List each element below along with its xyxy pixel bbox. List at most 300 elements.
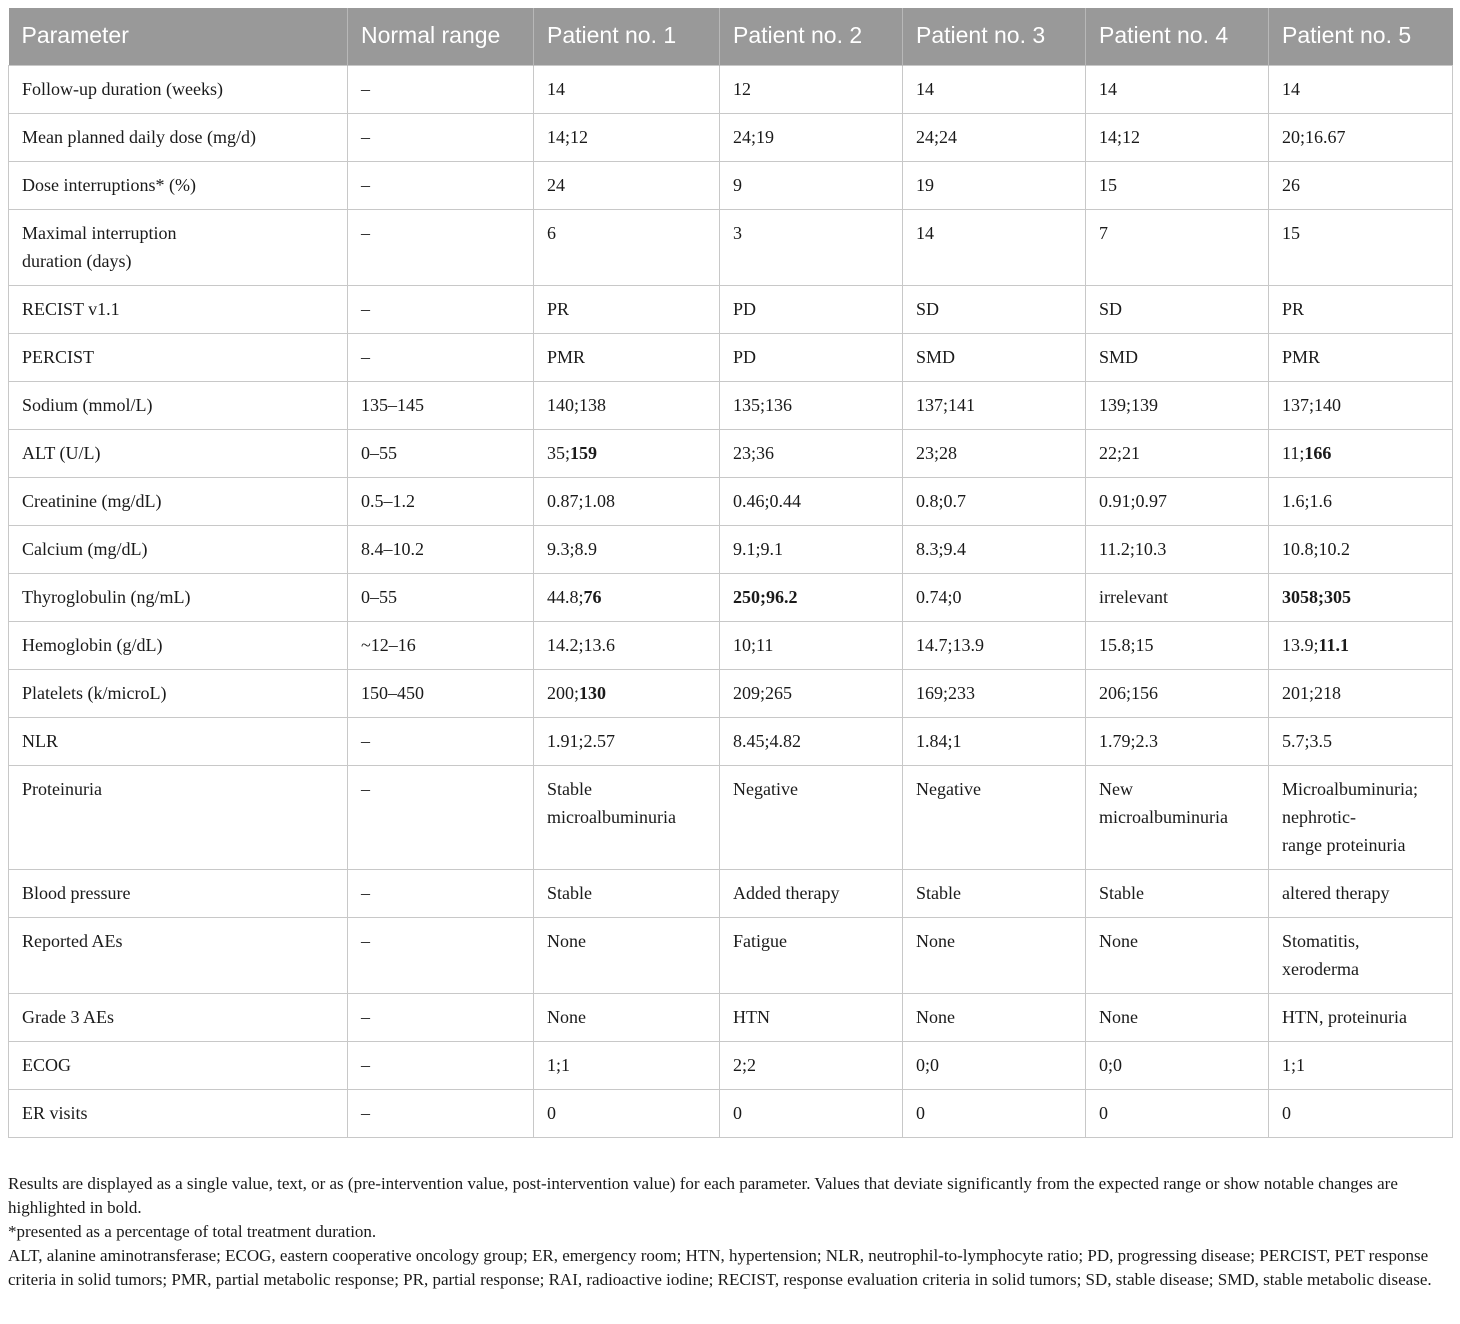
cell-patient-1 [534, 429, 720, 477]
cell-parameter [9, 993, 348, 1041]
cell-patient-4 [1086, 917, 1269, 993]
cell-patient-1 [534, 573, 720, 621]
cell-parameter [9, 381, 348, 429]
cell-text: Stable [1099, 882, 1144, 903]
cell-patient-2 [720, 525, 903, 573]
cell-text: 3 [733, 222, 742, 243]
cell-normal-range [348, 993, 534, 1041]
cell-text: SMD [1099, 346, 1139, 367]
cell-patient-1 [534, 993, 720, 1041]
cell-patient-5 [1269, 1041, 1453, 1089]
cell-patient-2 [720, 161, 903, 209]
cell-text: 0 [1099, 1102, 1108, 1123]
cell-patient-4 [1086, 113, 1269, 161]
cell-text: None [547, 1006, 586, 1027]
cell-parameter [9, 621, 348, 669]
cell-parameter [9, 209, 348, 285]
cell-text: 14 [916, 78, 934, 99]
cell-text: None [1099, 1006, 1138, 1027]
cell-text: 169;233 [916, 682, 976, 703]
patient-results-table [8, 8, 1453, 1138]
cell-patient-2 [720, 765, 903, 869]
table-body [9, 65, 1453, 1137]
cell-patient-4 [1086, 669, 1269, 717]
cell-text: 150–450 [361, 682, 424, 703]
cell-patient-3 [903, 717, 1086, 765]
cell-parameter [9, 429, 348, 477]
cell-patient-3 [903, 113, 1086, 161]
cell-text: NLR [22, 730, 58, 751]
cell-text: 15 [1099, 174, 1117, 195]
cell-text: 1;1 [1282, 1054, 1306, 1075]
cell-text: 24;24 [916, 126, 958, 147]
cell-text: Stable [916, 882, 961, 903]
cell-patient-1 [534, 381, 720, 429]
cell-text: 20;16.67 [1282, 126, 1346, 147]
cell-patient-3 [903, 429, 1086, 477]
cell-patient-1 [534, 113, 720, 161]
table-row [9, 717, 1453, 765]
cell-text: PMR [547, 346, 586, 367]
cell-text: 1.91;2.57 [547, 730, 616, 751]
cell-text: ECOG [22, 1054, 71, 1075]
cell-text: 23;36 [733, 442, 775, 463]
cell-text: Dose interruptions* (%) [22, 174, 196, 195]
cell-text: Mean planned daily dose (mg/d) [22, 126, 256, 147]
cell-patient-5 [1269, 477, 1453, 525]
cell-text: 201;218 [1282, 682, 1342, 703]
cell-text: 0;0 [1099, 1054, 1123, 1075]
cell-text: 139;139 [1099, 394, 1159, 415]
cell-patient-3 [903, 65, 1086, 113]
cell-parameter [9, 161, 348, 209]
cell-text: 14.7;13.9 [916, 634, 985, 655]
cell-patient-4 [1086, 993, 1269, 1041]
cell-patient-4 [1086, 285, 1269, 333]
table-footnotes [8, 1172, 1452, 1292]
table-row [9, 477, 1453, 525]
cell-text: None [916, 930, 955, 951]
table-row [9, 525, 1453, 573]
cell-parameter [9, 717, 348, 765]
cell-patient-5 [1269, 993, 1453, 1041]
cell-patient-3 [903, 1089, 1086, 1137]
cell-text: 0;0 [916, 1054, 940, 1075]
cell-patient-2 [720, 917, 903, 993]
cell-text: 14 [1282, 78, 1300, 99]
header-normal-range: Normal range [348, 8, 534, 65]
cell-text: 0 [733, 1102, 742, 1123]
cell-text: 8.3;9.4 [916, 538, 967, 559]
cell-patient-5 [1269, 1089, 1453, 1137]
cell-patient-5 [1269, 917, 1453, 993]
cell-text: 0 [1282, 1102, 1291, 1123]
table-row [9, 381, 1453, 429]
cell-normal-range [348, 525, 534, 573]
cell-text: 0.46;0.44 [733, 490, 802, 511]
table-row [9, 573, 1453, 621]
table-row [9, 209, 1453, 285]
cell-text: 24;19 [733, 126, 775, 147]
cell-text: Negative [916, 778, 981, 799]
cell-text: 9.3;8.9 [547, 538, 598, 559]
cell-text: 14;12 [1099, 126, 1141, 147]
cell-patient-2 [720, 209, 903, 285]
cell-patient-4 [1086, 621, 1269, 669]
cell-patient-3 [903, 993, 1086, 1041]
cell-patient-1 [534, 917, 720, 993]
cell-patient-3 [903, 869, 1086, 917]
cell-text: 135;136 [733, 394, 793, 415]
table-row [9, 765, 1453, 869]
cell-text: PD [733, 346, 757, 367]
cell-patient-2 [720, 621, 903, 669]
cell-normal-range [348, 1089, 534, 1137]
cell-patient-1 [534, 1041, 720, 1089]
table-row [9, 429, 1453, 477]
cell-patient-2 [720, 717, 903, 765]
cell-parameter [9, 113, 348, 161]
cell-text: – [361, 778, 370, 799]
cell-text: PMR [1282, 346, 1321, 367]
cell-patient-2 [720, 669, 903, 717]
cell-patient-5 [1269, 669, 1453, 717]
cell-text: ~12–16 [361, 634, 416, 655]
cell-text: 209;265 [733, 682, 793, 703]
cell-patient-2 [720, 1089, 903, 1137]
cell-patient-1 [534, 669, 720, 717]
cell-text: 6 [547, 222, 556, 243]
cell-bold-value: 3058;305 [1282, 586, 1351, 607]
cell-patient-1 [534, 161, 720, 209]
cell-normal-range [348, 161, 534, 209]
cell-patient-3 [903, 573, 1086, 621]
cell-patient-1 [534, 65, 720, 113]
cell-parameter [9, 917, 348, 993]
cell-patient-3 [903, 621, 1086, 669]
cell-patient-3 [903, 669, 1086, 717]
cell-text: 14;12 [547, 126, 589, 147]
cell-text: None [916, 1006, 955, 1027]
cell-patient-5 [1269, 209, 1453, 285]
cell-patient-5 [1269, 65, 1453, 113]
cell-text: HTN [733, 1006, 770, 1027]
cell-text: Microalbuminuria; nephrotic- range proteinuria [1282, 778, 1418, 855]
cell-patient-5 [1269, 429, 1453, 477]
cell-parameter [9, 333, 348, 381]
cell-text: ALT (U/L) [22, 442, 101, 463]
cell-text: – [361, 930, 370, 951]
cell-text: 7 [1099, 222, 1108, 243]
cell-text: 14 [547, 78, 565, 99]
cell-patient-4 [1086, 1089, 1269, 1137]
cell-text: Thyroglobulin (ng/mL) [22, 586, 191, 607]
cell-patient-5 [1269, 333, 1453, 381]
cell-patient-5 [1269, 621, 1453, 669]
cell-bold-value: 11.1 [1318, 634, 1350, 655]
cell-patient-1 [534, 1089, 720, 1137]
cell-patient-1 [534, 285, 720, 333]
cell-text: PD [733, 298, 757, 319]
cell-text: Negative [733, 778, 798, 799]
cell-patient-5 [1269, 285, 1453, 333]
cell-text: – [361, 174, 370, 195]
cell-patient-3 [903, 765, 1086, 869]
cell-text: – [361, 1054, 370, 1075]
cell-patient-3 [903, 1041, 1086, 1089]
cell-normal-range [348, 717, 534, 765]
cell-text: 0–55 [361, 586, 397, 607]
cell-text: Blood pressure [22, 882, 131, 903]
cell-normal-range [348, 333, 534, 381]
cell-patient-3 [903, 161, 1086, 209]
cell-normal-range [348, 381, 534, 429]
cell-text: irrelevant [1099, 586, 1168, 607]
header-patient-1: Patient no. 1 [534, 8, 720, 65]
cell-patient-1 [534, 621, 720, 669]
cell-patient-2 [720, 429, 903, 477]
cell-text: HTN, proteinuria [1282, 1006, 1407, 1027]
cell-bold-value: 130 [579, 682, 607, 703]
cell-patient-3 [903, 917, 1086, 993]
cell-text: 9.1;9.1 [733, 538, 784, 559]
cell-patient-4 [1086, 161, 1269, 209]
cell-text: 1.84;1 [916, 730, 962, 751]
cell-text: Stomatitis, xeroderma [1282, 930, 1360, 979]
cell-text: 1.79;2.3 [1099, 730, 1159, 751]
cell-bold-value: 250;96.2 [733, 586, 798, 607]
cell-patient-3 [903, 285, 1086, 333]
cell-text: Added therapy [733, 882, 840, 903]
header-row [9, 8, 1453, 65]
cell-text: PR [547, 298, 570, 319]
table-row [9, 917, 1453, 993]
cell-text: None [547, 930, 586, 951]
cell-patient-1 [534, 869, 720, 917]
cell-text: 0.91;0.97 [1099, 490, 1168, 511]
cell-text: 35; [547, 442, 571, 463]
cell-text: 14 [916, 222, 934, 243]
cell-text: – [361, 1006, 370, 1027]
cell-patient-2 [720, 285, 903, 333]
abbreviations-footnote: ALT, alanine aminotransferase; ECOG, eastern cooperative oncology group; ER, emergency room; HTN, hypertension; NLR, neutrophil-to-lymphocyte ratio; PD, progressing disease; PERCIST, PET response criteria in solid tumors; PMR, partial metabolic response; PR, partial response; RAI, radioactive iodine; RECIST, response evaluation criteria in solid tumors; SD, stable disease; SMD, stable metabolic disease. [8, 1246, 1432, 1289]
cell-patient-4 [1086, 573, 1269, 621]
cell-patient-4 [1086, 1041, 1269, 1089]
cell-text: SMD [916, 346, 956, 367]
cell-patient-3 [903, 525, 1086, 573]
cell-patient-2 [720, 381, 903, 429]
cell-text: 0.5–1.2 [361, 490, 415, 511]
table-row [9, 1041, 1453, 1089]
cell-text: 19 [916, 174, 934, 195]
table-row [9, 285, 1453, 333]
cell-patient-5 [1269, 869, 1453, 917]
cell-normal-range [348, 209, 534, 285]
header-patient-3: Patient no. 3 [903, 8, 1086, 65]
cell-text: 5.7;3.5 [1282, 730, 1333, 751]
cell-parameter [9, 869, 348, 917]
cell-text: SD [1099, 298, 1123, 319]
cell-text: 8.45;4.82 [733, 730, 802, 751]
cell-text: Follow-up duration (weeks) [22, 78, 223, 99]
cell-parameter [9, 65, 348, 113]
cell-text: 11.2;10.3 [1099, 538, 1167, 559]
cell-text: None [1099, 930, 1138, 951]
cell-parameter [9, 525, 348, 573]
cell-patient-2 [720, 1041, 903, 1089]
cell-text: Grade 3 AEs [22, 1006, 114, 1027]
cell-patient-2 [720, 333, 903, 381]
cell-text: 11; [1282, 442, 1305, 463]
table-row [9, 993, 1453, 1041]
cell-text: 22;21 [1099, 442, 1141, 463]
cell-text: – [361, 298, 370, 319]
cell-text: Creatinine (mg/dL) [22, 490, 162, 511]
cell-patient-2 [720, 869, 903, 917]
cell-normal-range [348, 573, 534, 621]
cell-normal-range [348, 65, 534, 113]
cell-normal-range [348, 477, 534, 525]
cell-text: Maximal interruption duration (days) [22, 222, 177, 271]
cell-text: New microalbuminuria [1099, 778, 1228, 827]
cell-text: 9 [733, 174, 742, 195]
cell-text: ER visits [22, 1102, 88, 1123]
cell-patient-4 [1086, 333, 1269, 381]
cell-normal-range [348, 669, 534, 717]
cell-text: Platelets (k/microL) [22, 682, 167, 703]
cell-patient-2 [720, 573, 903, 621]
cell-parameter [9, 1089, 348, 1137]
cell-text: 8.4–10.2 [361, 538, 424, 559]
cell-text: Reported AEs [22, 930, 123, 951]
cell-text: 0 [916, 1102, 925, 1123]
cell-text: – [361, 730, 370, 751]
cell-text: 200; [547, 682, 580, 703]
cell-patient-1 [534, 333, 720, 381]
table-row [9, 65, 1453, 113]
cell-patient-3 [903, 333, 1086, 381]
table-row [9, 669, 1453, 717]
cell-text: – [361, 1102, 370, 1123]
table-row [9, 869, 1453, 917]
cell-text: 13.9; [1282, 634, 1319, 655]
cell-patient-4 [1086, 525, 1269, 573]
cell-patient-4 [1086, 381, 1269, 429]
cell-patient-2 [720, 477, 903, 525]
cell-normal-range [348, 869, 534, 917]
cell-text: 0–55 [361, 442, 397, 463]
cell-text: PR [1282, 298, 1305, 319]
table-row [9, 1089, 1453, 1137]
cell-text: SD [916, 298, 940, 319]
cell-text: 135–145 [361, 394, 424, 415]
cell-patient-4 [1086, 477, 1269, 525]
cell-text: 1.6;1.6 [1282, 490, 1333, 511]
cell-bold-value: 159 [570, 442, 598, 463]
cell-text: 14 [1099, 78, 1117, 99]
cell-normal-range [348, 429, 534, 477]
cell-patient-4 [1086, 717, 1269, 765]
cell-text: Sodium (mmol/L) [22, 394, 153, 415]
cell-patient-1 [534, 477, 720, 525]
cell-text: – [361, 78, 370, 99]
cell-patient-4 [1086, 765, 1269, 869]
cell-text: 1;1 [547, 1054, 571, 1075]
cell-parameter [9, 477, 348, 525]
cell-normal-range [348, 113, 534, 161]
results-table-container [8, 8, 1452, 1138]
cell-text: 0.8;0.7 [916, 490, 967, 511]
cell-patient-5 [1269, 765, 1453, 869]
cell-patient-1 [534, 765, 720, 869]
cell-patient-3 [903, 209, 1086, 285]
cell-text: 137;141 [916, 394, 976, 415]
table-row [9, 333, 1453, 381]
cell-text: Calcium (mg/dL) [22, 538, 148, 559]
cell-text: 137;140 [1282, 394, 1342, 415]
cell-text: – [361, 882, 370, 903]
cell-text: 140;138 [547, 394, 607, 415]
cell-parameter [9, 285, 348, 333]
cell-text: Fatigue [733, 930, 787, 951]
cell-text: – [361, 222, 370, 243]
header-patient-5: Patient no. 5 [1269, 8, 1453, 65]
cell-patient-4 [1086, 869, 1269, 917]
cell-text: – [361, 346, 370, 367]
cell-text: 10;11 [733, 634, 774, 655]
cell-normal-range [348, 765, 534, 869]
cell-text: 15.8;15 [1099, 634, 1154, 655]
cell-patient-3 [903, 381, 1086, 429]
cell-text: – [361, 126, 370, 147]
cell-normal-range [348, 285, 534, 333]
cell-text: Proteinuria [22, 778, 102, 799]
cell-patient-5 [1269, 573, 1453, 621]
cell-text: Stable microalbuminuria [547, 778, 676, 827]
cell-text: 0.74;0 [916, 586, 962, 607]
cell-text: PERCIST [22, 346, 95, 367]
cell-patient-2 [720, 65, 903, 113]
cell-parameter [9, 573, 348, 621]
cell-parameter [9, 669, 348, 717]
cell-patient-1 [534, 209, 720, 285]
cell-text: 24 [547, 174, 565, 195]
cell-text: RECIST v1.1 [22, 298, 120, 319]
cell-patient-5 [1269, 161, 1453, 209]
cell-text: 0 [547, 1102, 556, 1123]
cell-text: 206;156 [1099, 682, 1159, 703]
cell-text: 12 [733, 78, 751, 99]
cell-parameter [9, 765, 348, 869]
cell-text: 14.2;13.6 [547, 634, 616, 655]
cell-text: 10.8;10.2 [1282, 538, 1351, 559]
cell-text: 0.87;1.08 [547, 490, 616, 511]
cell-patient-2 [720, 113, 903, 161]
cell-patient-1 [534, 717, 720, 765]
cell-bold-value: 76 [583, 586, 602, 607]
cell-text: 2;2 [733, 1054, 757, 1075]
cell-patient-4 [1086, 429, 1269, 477]
cell-bold-value: 166 [1304, 442, 1332, 463]
cell-parameter [9, 1041, 348, 1089]
cell-text: 23;28 [916, 442, 958, 463]
header-patient-2: Patient no. 2 [720, 8, 903, 65]
cell-normal-range [348, 917, 534, 993]
cell-text: 26 [1282, 174, 1300, 195]
table-row [9, 161, 1453, 209]
asterisk-footnote: *presented as a percentage of total treatment duration. [8, 1222, 377, 1241]
cell-patient-4 [1086, 65, 1269, 113]
